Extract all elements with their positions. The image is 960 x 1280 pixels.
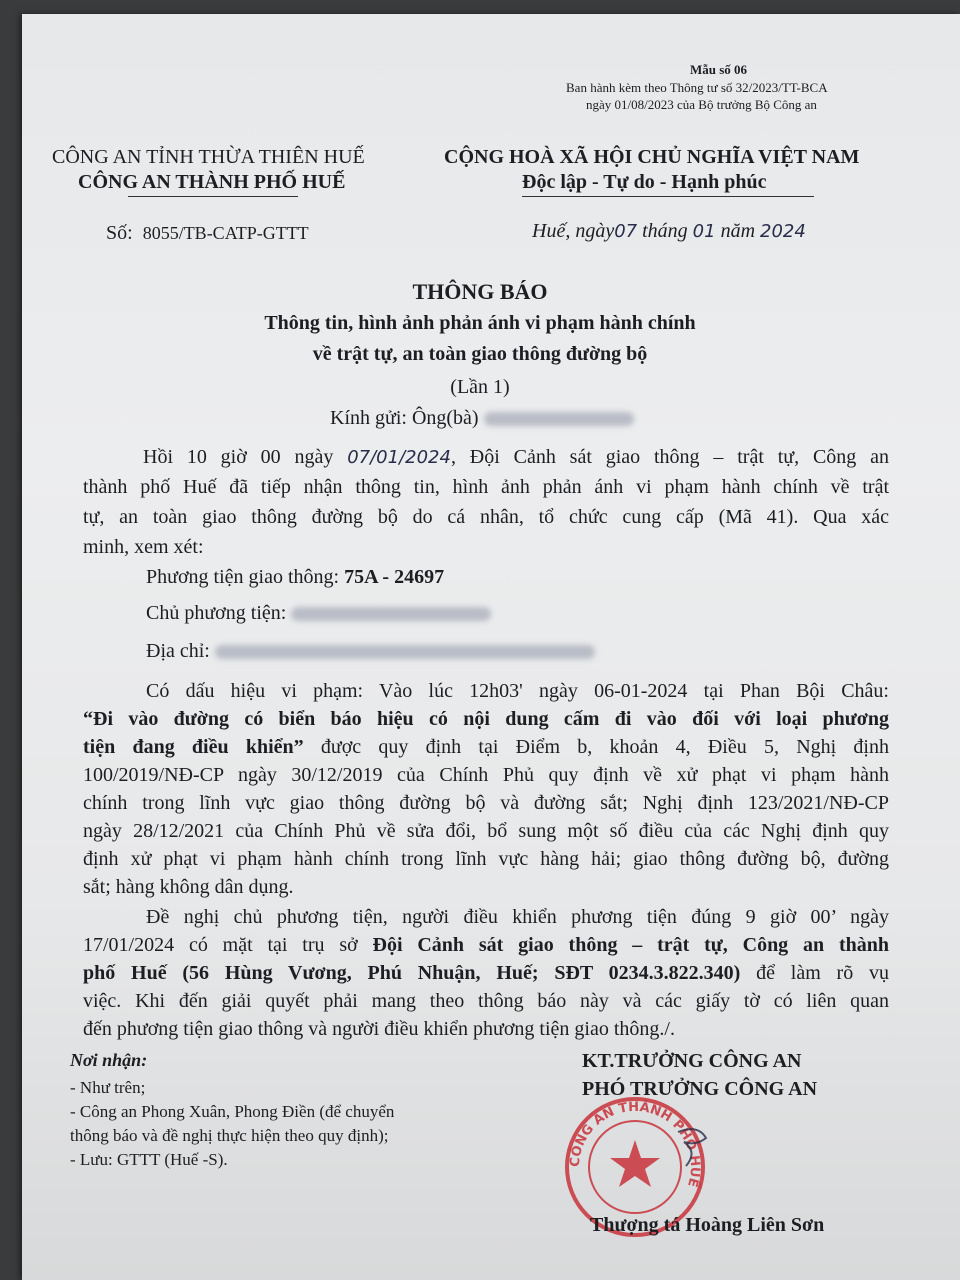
recipients-label: Nơi nhận: xyxy=(70,1050,148,1070)
body-line: đến phương tiện giao thông và người điều khiển phương tiện giao thông./. xyxy=(83,1018,675,1040)
body-line: ngày 28/12/2021 của Chính Phủ về sửa đổi, bổ sung một số điều của các Nghị định quy xyxy=(83,820,889,842)
body-line: chính trong lĩnh vực giao thông đường bộ và đường sắt; Nghị định 123/2021/NĐ-CP xyxy=(83,792,889,814)
body-line: định xử phạt vi phạm hành chính trong lĩnh vực hàng hải; giao thông đường bộ, đường xyxy=(83,848,889,870)
signature-title-1: KT.TRƯỞNG CÔNG AN xyxy=(582,1050,802,1072)
recipient-item: - Công an Phong Xuân, Phong Điền (để chuyển xyxy=(70,1102,395,1121)
document-date: Huế, ngày07 tháng 01 năm 2024 xyxy=(532,220,806,242)
org-underline xyxy=(128,196,298,197)
body-line: 17/01/2024 có mặt tại trụ sở Đội Cảnh sát giao thông – trật tự, Công an thành xyxy=(83,934,889,956)
recipient-item: thông báo và đề nghị thực hiện theo quy định); xyxy=(70,1126,389,1145)
redacted-owner xyxy=(291,607,491,621)
body-line: 100/2019/NĐ-CP ngày 30/12/2019 của Chính Phủ quy định về xử phạt vi phạm hành xyxy=(83,764,889,786)
motto-underline xyxy=(522,196,814,197)
body-line: Đề nghị chủ phương tiện, người điều khiển phương tiện đúng 9 giờ 00’ ngày xyxy=(146,906,889,928)
body-line: thành phố Huế đã tiếp nhận thông tin, hình ảnh phản ánh vi phạm hành chính về trật xyxy=(83,476,889,498)
notice-subtitle-2: về trật tự, an toàn giao thông đường bộ xyxy=(312,343,648,365)
body-line: tự, an toàn giao thông đường bộ do cá nhân, tổ chức cung cấp (Mã 41). Qua xác xyxy=(83,506,889,528)
redacted-address xyxy=(215,645,595,659)
body-line: minh, xem xét: xyxy=(83,536,204,558)
issuing-org-parent: CÔNG AN TỈNH THỪA THIÊN HUẾ xyxy=(52,146,365,168)
nation-motto: Độc lập - Tự do - Hạnh phúc xyxy=(522,171,767,193)
nation-name: CỘNG HOÀ XÃ HỘI CHỦ NGHĨA VIỆT NAM xyxy=(444,146,860,168)
body-line: Có dấu hiệu vi phạm: Vào lúc 12h03' ngày 06-01-2024 tại Phan Bội Châu: xyxy=(146,680,889,702)
document-number: Số: 8055/TB-CATP-GTTT xyxy=(106,222,309,244)
body-line: việc. Khi đến giải quyết phải mang theo thông báo này và các giấy tờ có liên quan xyxy=(83,990,889,1012)
recipient-item: - Lưu: GTTT (Huế -S). xyxy=(70,1150,228,1169)
body-line: sắt; hàng không dân dụng. xyxy=(83,876,294,898)
owner-info: Chủ phương tiện: xyxy=(146,602,491,625)
notice-round: (Lần 1) xyxy=(450,376,510,398)
svg-text:CÔNG AN THÀNH PHỐ HUẾ: CÔNG AN THÀNH PHỐ HUẾ xyxy=(567,1099,703,1189)
issuing-org-name: CÔNG AN THÀNH PHỐ HUẾ xyxy=(78,171,346,193)
form-title: Mẫu số 06 xyxy=(690,62,748,77)
body-line: phố Huế (56 Hùng Vương, Phú Nhuận, Huế; SĐT 0234.3.822.340) để làm rõ vụ xyxy=(83,962,889,984)
notice-subtitle-1: Thông tin, hình ảnh phản ánh vi phạm hành chính xyxy=(264,312,696,334)
violation-description: “Đi vào đường có biển báo hiệu có nội dung cấm đi vào đối với loại phương xyxy=(83,708,889,730)
form-reference-line1: Ban hành kèm theo Thông tư số 32/2023/TT-BCA xyxy=(566,80,828,95)
address-info: Địa chỉ: xyxy=(146,640,595,663)
signature-title-2: PHÓ TRƯỞNG CÔNG AN xyxy=(582,1078,818,1100)
recipient-item: - Như trên; xyxy=(70,1078,146,1097)
body-line: tiện đang điều khiển” được quy định tại Điểm b, khoản 4, Điều 5, Nghị định xyxy=(83,736,889,758)
form-reference-line2: ngày 01/08/2023 của Bộ trưởng Bộ Công an xyxy=(586,97,817,112)
body-line: Hồi 10 giờ 00 ngày 07/01/2024, Đội Cảnh sát giao thông – trật tự, Công an xyxy=(143,446,890,468)
notice-title: THÔNG BÁO xyxy=(412,279,548,304)
signer-name: Thượng tá Hoàng Liên Sơn xyxy=(590,1214,825,1236)
greeting: Kính gửi: Ông(bà) xyxy=(330,407,634,430)
vehicle-info: Phương tiện giao thông: 75A - 24697 xyxy=(146,566,445,588)
redacted-name xyxy=(484,412,634,426)
